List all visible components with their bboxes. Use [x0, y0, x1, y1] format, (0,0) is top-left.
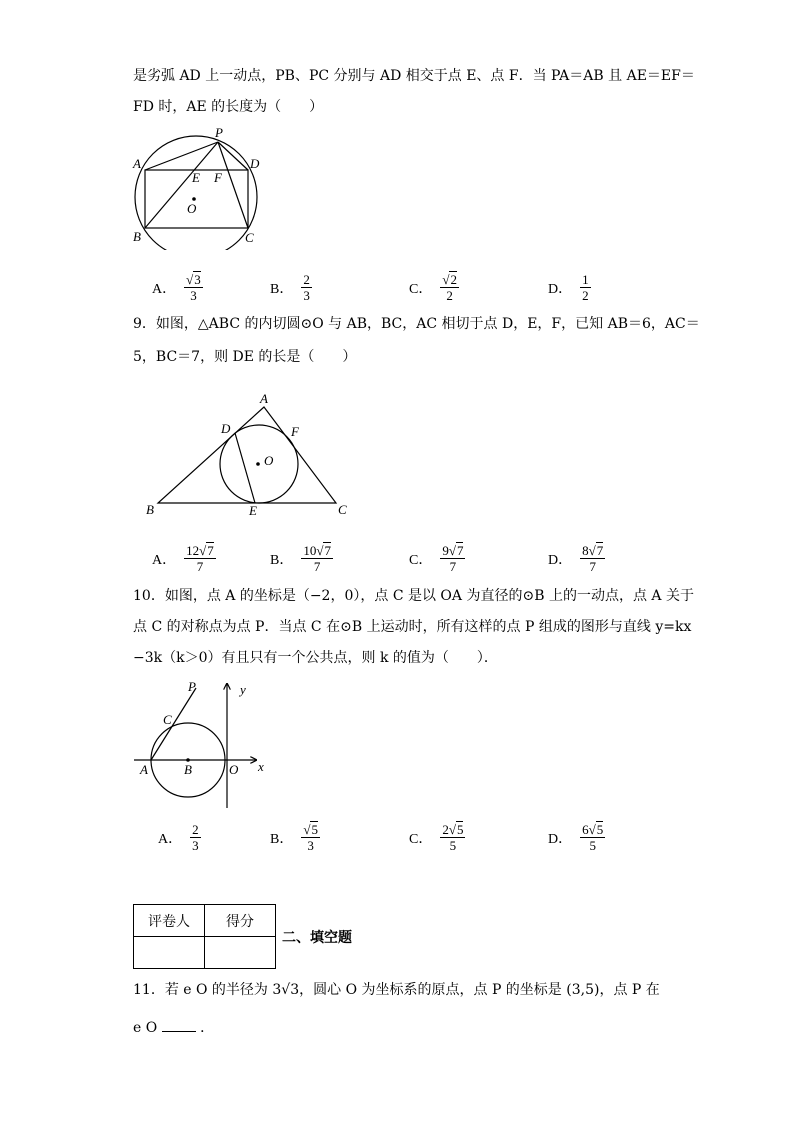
q8-label-P: P: [215, 125, 223, 140]
q9-label-B: B: [146, 502, 154, 517]
q9-options: [0, 543, 794, 583]
q10-label-A: A: [140, 762, 148, 777]
q8-figure: [125, 125, 275, 250]
q10-figure: [130, 675, 275, 815]
q9-label-C: C: [338, 502, 347, 517]
q9-figure: [140, 385, 360, 520]
q8-label-D: D: [250, 156, 260, 171]
q10-text-line3: −3k（k＞0）有且只有一个公共点，则 k 的值为（ ）．: [133, 650, 498, 666]
q8-label-E: E: [192, 170, 200, 185]
q10-label-B: B: [184, 762, 192, 777]
q10-label-y: y: [240, 682, 246, 697]
score-table-header-score: 得分: [205, 905, 276, 937]
q11-answer-blank[interactable]: [162, 1017, 196, 1032]
q10-option-d[interactable]: D． $\frac{6√5}{5}$: [548, 822, 604, 853]
q9-label-O: O: [264, 453, 274, 468]
q8-label-A: A: [133, 156, 141, 171]
q9-label-A: A: [260, 391, 268, 406]
q11-text-line1: 11．若 e O 的半径为 3√3，圆心 O 为坐标系的原点，点 P 的坐标是 (3,5)，点 P 在: [133, 982, 660, 998]
score-table-score-cell[interactable]: [205, 937, 276, 969]
q8-options: [0, 272, 794, 312]
q8-text-line1: 是劣弧 AD 上一动点，PB、PC 分别与 AD 相交于点 E、点 F．当 PA＝AB 且 AE＝EF＝: [133, 68, 695, 84]
q10-option-a[interactable]: A． $\frac{2}{3}$: [158, 822, 199, 853]
q8-option-c[interactable]: C． $\frac{√2}{2}$: [409, 272, 457, 303]
score-table-header-grader: 评卷人: [134, 905, 205, 937]
q8-label-B: B: [133, 229, 141, 244]
q10-text-line2: 点 C 的对称点为点 P．当点 C 在⊙B 上运动时，所有这样的点 P 组成的图形与直线 y=kx: [133, 619, 692, 635]
q9-label-F: F: [291, 424, 299, 439]
section-title: 二、填空题: [282, 930, 352, 946]
q10-text-line1: 10．如图，点 A 的坐标是（−2，0），点 C 是以 OA 为直径的⊙B 上的一动点，点 A 关于: [133, 588, 694, 604]
q9-option-c[interactable]: C． $\frac{9√7}{7}$: [409, 543, 464, 574]
q10-options: [0, 822, 794, 862]
q10-label-x: x: [258, 759, 264, 774]
q8-label-O: O: [187, 201, 197, 216]
q8-option-d[interactable]: D． $\frac{1}{2}$: [548, 272, 589, 303]
q8-label-C: C: [245, 230, 254, 245]
q9-option-d[interactable]: D． $\frac{8√7}{7}$: [548, 543, 604, 574]
q10-label-O: O: [229, 762, 239, 777]
q9-text-line1: 9．如图，△ABC 的内切圆⊙O 与 AB，BC，AC 相切于点 D，E，F，已知 AB＝6，AC＝: [133, 316, 700, 332]
q11-text-line2: [133, 1017, 214, 1038]
q8-option-b[interactable]: B． $\frac{2}{3}$: [270, 272, 310, 303]
q8-label-F: F: [214, 170, 222, 185]
q9-triangle: [158, 407, 336, 503]
q9-option-a[interactable]: A． $\frac{12√7}{7}$: [152, 543, 214, 574]
q9-option-b[interactable]: B． $\frac{10√7}{7}$: [270, 543, 331, 574]
q8-text-line2: FD 时，AE 的长度为（ ）: [133, 99, 324, 115]
q8-option-a[interactable]: A． $\frac{√3}{3}$: [152, 272, 201, 303]
q8-circle: [135, 136, 257, 250]
q9-text-line2: 5，BC＝7，则 DE 的长是（ ）: [133, 349, 357, 365]
q10-label-P: P: [188, 679, 196, 694]
q10-option-b[interactable]: B． $\frac{√5}{3}$: [270, 822, 318, 853]
q10-option-c[interactable]: C． $\frac{2√5}{5}$: [409, 822, 464, 853]
q9-label-D: D: [221, 421, 231, 436]
score-table-grader-cell[interactable]: [134, 937, 205, 969]
q11-line2-end: ．: [200, 1020, 215, 1036]
q10-label-C: C: [163, 712, 172, 727]
score-table: [133, 904, 276, 969]
q11-circle-ref: e O: [133, 1020, 158, 1036]
q9-label-E: E: [249, 503, 257, 518]
